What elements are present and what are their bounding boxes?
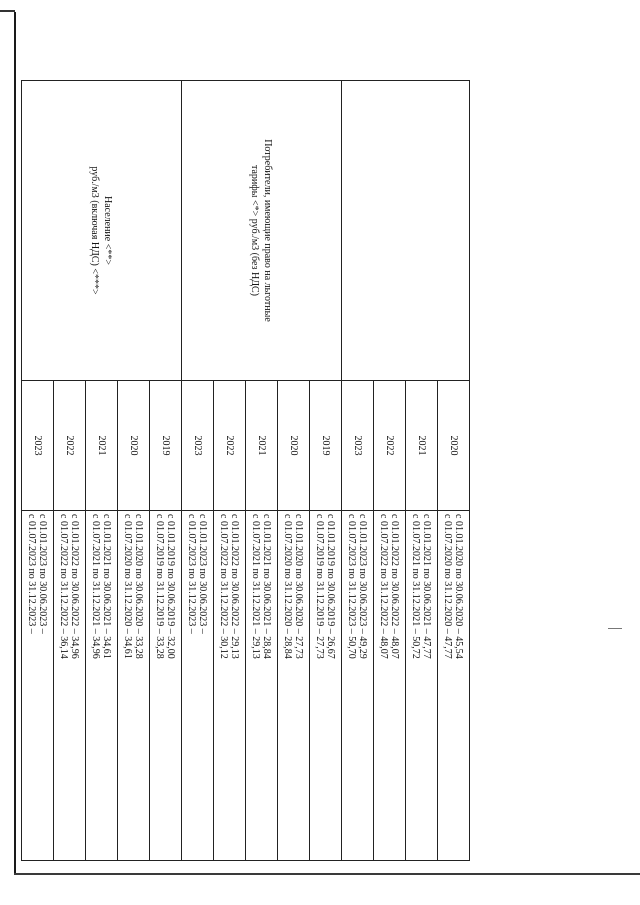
tariff-period: с 01.07.2021 по 31.12.2021 – 34,96	[90, 514, 102, 659]
tariff-period: с 01.01.2021 по 30.06.2021 – 34,61	[101, 514, 113, 659]
tariff-periods-cell	[310, 511, 342, 861]
tariff-periods-cell	[86, 511, 118, 861]
year-cell: 2019	[150, 381, 182, 511]
tariff-periods-cell	[54, 511, 86, 861]
tariff-period: с 01.01.2023 по 30.06.2023 –	[197, 514, 209, 634]
tariff-periods-cell	[246, 511, 278, 861]
consumer-group-cell	[342, 81, 470, 381]
year-cell: 2020	[438, 381, 470, 511]
scan-edge-left	[14, 12, 16, 874]
tariff-period: с 01.01.2019 по 30.06.2019 – 32,00	[165, 514, 177, 659]
year-cell: 2022	[374, 381, 406, 511]
year-cell: 2023	[22, 381, 54, 511]
consumer-group-cell	[22, 81, 182, 381]
tariff-period: с 01.01.2021 по 30.06.2021 – 47,77	[421, 514, 433, 659]
tariff-period: с 01.01.2022 по 30.06.2022 – 29,13	[229, 514, 241, 659]
consumer-group-label: руб./м3 (включая НДС) <***>	[89, 166, 101, 295]
tariff-period: с 01.07.2020 по 31.12.2020 – 47,77	[442, 514, 454, 659]
tariff-periods-cell	[22, 511, 54, 861]
tariff-period: с 01.07.2023 по 31.12.2023 – 50,70	[346, 514, 358, 659]
tariff-periods-cell	[374, 511, 406, 861]
tariff-period: с 01.01.2022 по 30.06.2022 – 48,07	[389, 514, 401, 659]
fold-mark	[608, 628, 622, 629]
tariff-period: с 01.07.2019 по 31.12.2019 – 33,28	[154, 514, 166, 659]
year-cell: 2023	[182, 381, 214, 511]
tariff-period: с 01.07.2023 по 31.12.2023 –	[186, 514, 198, 634]
tariff-periods-cell	[150, 511, 182, 861]
tariff-period: с 01.07.2022 по 31.12.2022 – 48,07	[378, 514, 390, 659]
table-row	[310, 81, 342, 861]
tariff-period: с 01.07.2020 по 31.12.2020 – 28,84	[282, 514, 294, 659]
tariff-periods-cell	[278, 511, 310, 861]
year-cell: 2022	[214, 381, 246, 511]
tariff-period: с 01.07.2023 по 31.12.2023 –	[26, 514, 38, 634]
year-cell: 2021	[246, 381, 278, 511]
tariff-periods-cell	[342, 511, 374, 861]
consumer-group-label: Население <**>	[102, 195, 114, 265]
tariff-period: с 01.01.2020 по 30.06.2020 – 45,54	[453, 514, 465, 659]
year-cell: 2023	[342, 381, 374, 511]
tariff-period: с 01.01.2023 по 30.06.2023 –	[37, 514, 49, 634]
tariff-period: с 01.01.2020 по 30.06.2020 – 33,28	[133, 514, 145, 659]
table-row	[150, 81, 182, 861]
year-cell: 2019	[310, 381, 342, 511]
tariff-period: с 01.07.2021 по 31.12.2021 – 29,13	[250, 514, 262, 659]
tariff-periods-cell	[406, 511, 438, 861]
tariff-period: с 01.01.2023 по 30.06.2023 – 49,29	[357, 514, 369, 659]
year-cell: 2020	[118, 381, 150, 511]
tariff-period: с 01.07.2022 по 31.12.2022 – 36,14	[58, 514, 70, 659]
year-cell: 2020	[278, 381, 310, 511]
rotated-page-content	[26, 80, 470, 860]
tariff-period: с 01.01.2019 по 30.06.2019 – 26,67	[325, 514, 337, 659]
year-cell: 2021	[406, 381, 438, 511]
tariff-period: с 01.07.2019 по 31.12.2019 – 27,73	[314, 514, 326, 659]
tariff-periods-cell	[118, 511, 150, 861]
tariff-periods-cell	[182, 511, 214, 861]
consumer-group-label: Потребители, имеющие право на льготные	[262, 139, 274, 322]
consumer-group-cell	[182, 81, 342, 381]
tariff-periods-cell	[214, 511, 246, 861]
tariff-period: с 01.07.2022 по 31.12.2022 – 30,12	[218, 514, 230, 659]
scan-edge-bottom	[14, 873, 640, 875]
year-cell: 2021	[86, 381, 118, 511]
scan-edge-tick	[0, 10, 15, 12]
water-tariff-table-continued	[21, 80, 470, 861]
tariff-period: с 01.01.2022 по 30.06.2022 – 34,96	[69, 514, 81, 659]
tariff-period: с 01.07.2021 по 31.12.2021 – 50,72	[410, 514, 422, 659]
tariff-periods-cell	[438, 511, 470, 861]
tariff-period: с 01.07.2020 по 31.12.2020 – 34,61	[122, 514, 134, 659]
tariff-period: с 01.01.2021 по 30.06.2021 – 28,84	[261, 514, 273, 659]
table-row	[438, 81, 470, 861]
consumer-group-label: тарифы <*> руб./м3 (без НДС)	[249, 164, 261, 297]
tariff-period: с 01.01.2020 по 30.06.2020 – 27,73	[293, 514, 305, 659]
year-cell: 2022	[54, 381, 86, 511]
